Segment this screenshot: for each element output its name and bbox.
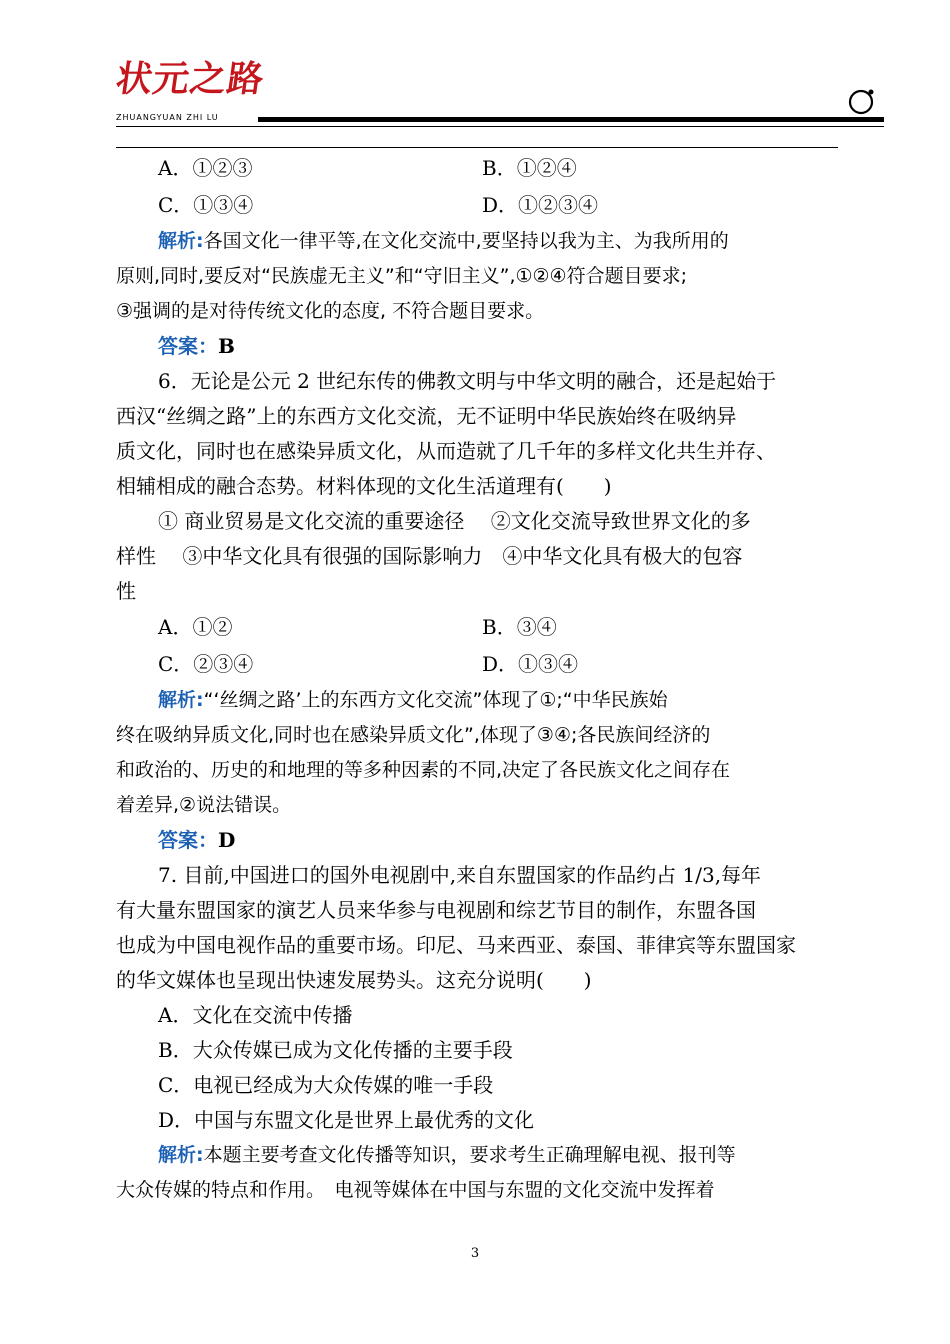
document-body [116, 150, 838, 1208]
analysis-label: 解析: [158, 689, 204, 711]
statement-line: 性 [116, 579, 136, 603]
analysis-label: 解析: [158, 1144, 204, 1166]
analysis-line: 着差异,②说法错误。 [116, 794, 292, 816]
question-stem-line: 相辅相成的融合态势。材料体现的文化生活道理有( ) [116, 474, 612, 498]
question-stem-line: 7. 目前,中国进口的国外电视剧中,来自东盟国家的作品约占 1/3,每年 [158, 863, 762, 887]
statement-line: ① 商业贸易是文化交流的重要途径 ②文化交流导致世界文化的多 [158, 509, 751, 533]
analysis-label: 解析: [158, 230, 204, 252]
question-stem-line: 质文化，同时也在感染异质文化，从而造就了几千年的多样文化共生并存、 [116, 439, 776, 463]
logo-subtitle: ZHUANGYUAN ZHI LU [116, 113, 219, 122]
option-row [116, 646, 838, 683]
option-d: D．①②③④ [482, 193, 599, 217]
analysis-line: 解析:本题主要考查文化传播等知识，要求考生正确理解电视、报刊等 [158, 1144, 736, 1166]
option-c: C．②③④ [158, 652, 254, 676]
question-stem-line: 西汉“丝绸之路”上的东西方文化交流，无不证明中华民族始终在吸纳异 [116, 404, 737, 428]
header-rule-thick [258, 117, 884, 122]
analysis-line: 终在吸纳异质文化,同时也在感染异质文化”,体现了③④;各民族间经济的 [116, 724, 711, 746]
answer-value: B [218, 334, 235, 358]
option-b: B．大众传媒已成为文化传播的主要手段 [158, 1038, 513, 1062]
option-a: A．①②③ [158, 156, 253, 180]
top-rule [116, 147, 838, 148]
analysis-line: ③强调的是对待传统文化的态度, 不符合题目要求。 [116, 300, 545, 322]
header-rule-thin [116, 126, 884, 127]
option-c: C．电视已经成为大众传媒的唯一手段 [158, 1073, 494, 1097]
circle-icon [847, 86, 877, 116]
page-number: 3 [470, 1246, 480, 1261]
option-c: C．①③④ [158, 193, 254, 217]
answer-line [116, 823, 838, 858]
option-b: B．③④ [482, 615, 557, 639]
option-row [116, 609, 838, 646]
statement-line: 样性 ③中华文化具有很强的国际影响力 ④中华文化具有极大的包容 [116, 544, 743, 568]
answer-label: 答案： [158, 828, 218, 852]
question-stem-line: 的华文媒体也呈现出快速发展势头。这充分说明( ) [116, 968, 592, 992]
analysis-line: 大众传媒的特点和作用。 电视等媒体在中国与东盟的文化交流中发挥着 [116, 1179, 715, 1201]
answer-label: 答案： [158, 334, 218, 358]
page-header [0, 0, 950, 140]
question-stem-line: 有大量东盟国家的演艺人员来华参与电视剧和综艺节目的制作，东盟各国 [116, 898, 756, 922]
option-row [116, 150, 838, 187]
answer-line [116, 329, 838, 364]
answer-value: D [218, 828, 236, 852]
option-d: D．①③④ [482, 652, 579, 676]
analysis-line: 解析:“‘丝绸之路’上的东西方文化交流”体现了①;“中华民族始 [158, 689, 668, 711]
analysis-line: 解析:各国文化一律平等,在文化交流中,要坚持以我为主、为我所用的 [158, 230, 729, 252]
question-stem-line: 也成为中国电视作品的重要市场。印尼、马来西亚、泰国、菲律宾等东盟国家 [116, 933, 796, 957]
option-a: A．①② [158, 615, 233, 639]
question-stem-line: 6．无论是公元 2 世纪东传的佛教文明与中华文明的融合，还是起始于 [158, 369, 777, 393]
option-a: A．文化在交流中传播 [158, 1003, 353, 1027]
analysis-line: 和政治的、历史的和地理的等多种因素的不同,决定了各民族文化之间存在 [116, 759, 731, 781]
option-row [116, 187, 838, 224]
logo: 状元之路 [113, 59, 267, 100]
option-b: B．①②④ [482, 156, 577, 180]
option-d: D．中国与东盟文化是世界上最优秀的文化 [158, 1108, 535, 1132]
analysis-line: 原则,同时,要反对“民族虚无主义”和“守旧主义”,①②④符合题目要求; [116, 265, 687, 287]
